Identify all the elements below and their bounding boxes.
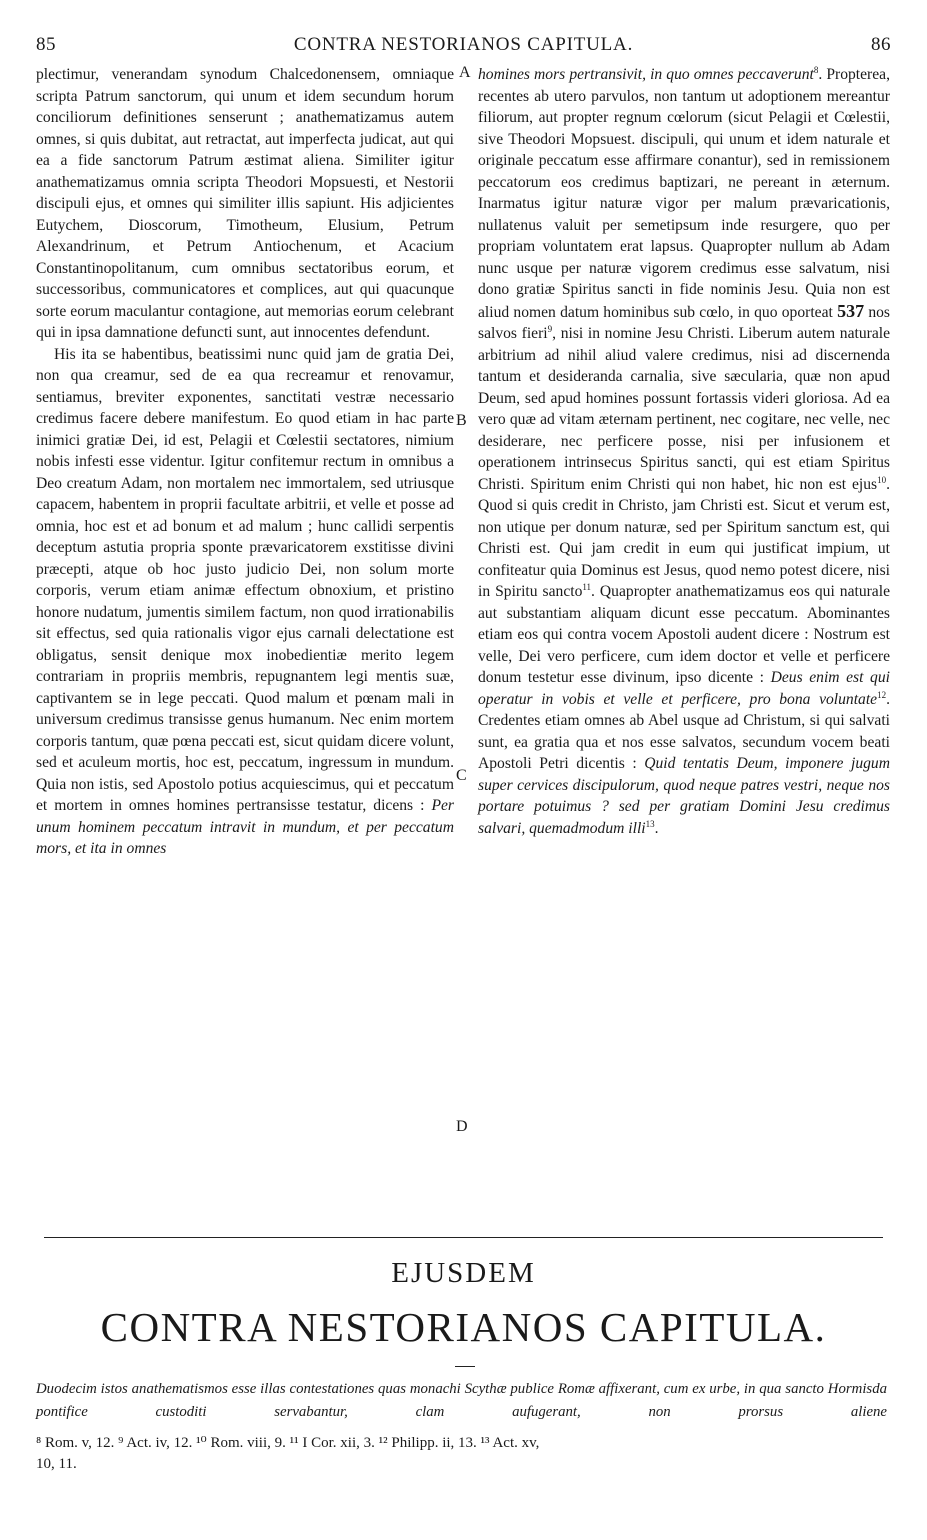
right-paragraph bbox=[478, 64, 890, 839]
left-column bbox=[36, 64, 454, 860]
footnotes-line-1: ⁸ Rom. v, 12. ⁹ Act. iv, 12. ¹⁰ Rom. viii, 9. ¹¹ I Cor. xii, 3. ¹² Philipp. ii, 13. ¹³ Act. xv, bbox=[36, 1435, 540, 1451]
section-title: CONTRA NESTORIANOS CAPITULA. bbox=[100, 1304, 827, 1350]
right-quote-1: homines mors pertransivit, in quo omnes peccaverunt bbox=[478, 66, 814, 83]
footnote-ref-13: 13 bbox=[645, 818, 655, 829]
right-text-3: , nisi in nomine Jesu Christi. Liberum autem naturale arbitrium ad nihil aliud valere credimus, nisi ad discernenda tantum et desideranda carnalia, sive sæcularia, quæ non apud Deum, sed apud homines possunt fortassis videri gloriosa. Ad ea vero quæ ad vitam æternam pertinent, nec cogitare, nec velle, nec desiderare, nec perficere posse, nisi per infusionem et operationem intrinsecus Spiritus sancti, qui est etiam Spiritus Christi. Spiritum enim Christi qui non habet, hic non est ejus bbox=[478, 325, 890, 493]
page-number-left: 85 bbox=[36, 34, 56, 55]
margin-letter-a: A bbox=[459, 64, 471, 81]
footnote-ref-9: 9 bbox=[547, 323, 553, 334]
right-text-1: . Propterea, recentes ab utero parvulos, non tantum ut adoptionem mereantur filiorum, aut propter regnum cœlorum (sicut Pelagii et Cœlestii, sive Theodori Mopsuest. discipuli, qui unum et idem naturale et originale peccatum esse affirmare conantur), sed in remissionem peccatorum eos credimus baptizari, ne pereant in æternum. Inarmatus igitur naturæ vigor per malum prævaricationis, nullatenus valuit per semetipsum inde resurgere, quo per propriam voluntatem erat lapsus. Quapropter nullum ab Adam nunc usque per naturæ vigorem credimus esse salvatum, nisi dono gratiæ Spiritus sancti in fide nominis Jesu. Quia non est aliud nomen datum hominibus sub cœlo, in quo oporteat bbox=[478, 66, 890, 321]
column-number: 537 bbox=[837, 300, 865, 321]
running-title: CONTRA NESTORIANOS CAPITULA. bbox=[293, 34, 634, 55]
margin-letter-d: D bbox=[456, 1118, 468, 1135]
right-quote-3: Quid tentatis Deum, imponere jugum super cervices discipulorum, quod neque patres vestri, neque nos portare potuimus ? sed per gratiam Domini Jesu credimus salvari, quemadmodum illi bbox=[478, 755, 890, 837]
right-text-6: . Credentes etiam omnes ab Abel usque ad Christum, si qui salvati sunt, ea gratia qua et nos esse salvatos, secundum vocem beati Apostoli Petri dicentis : bbox=[478, 690, 890, 772]
left-paragraph-2-text: His ita se habentibus, beatissimi nunc quid jam de gratia Dei, non qua creamur, sed de ea qua recreamur et renovamur, sentiamus, breviter exponentes, sanctitati vestræ necessario credimus facere debere manifestum. Eo quod etiam in hac parte inimici gratiæ Dei, id est, Pelagii et Cœlestii sectatores, nimium nobis infesti esse videntur. Igitur confitemur rectum in omnibus a Deo creatum Adam, non mortalem nec immortalem, sed utriusque capacem, habentem in proprii facultate arbitrii, et velle et posse ad omnia, hoc est et ad bonum et ad malum ; hunc callidi serpentis deceptum astutia propria sponte prævaricatorem exstitisse divini præcepti, atque ob hoc justo judicio Dei, non solum morte corporis, verum etiam animæ effectum obnoxium, et pristino honore nudatum, jumentis similem factum, non quod irrationabilis sit effectus, sed quia rationalis vigor ejus carnali delectatione est obligatus, sensit denique mox inobedientiæ merito legem contrariam in propriis membris, repugnantem legi mentis suæ, captivantem se in lege peccati. Quod malum et pœnam mali in universum credimus transisse genus humanum. Nec enim mortem corporis tantum, quæ pœna peccati est, sicut quidam dicere volunt, sed et aculeum mortis, hoc est, peccatum, ingressum in mundum. Quia non istis, sed Apostolo potius acquiescimus, qui et peccatum et mortem in omnes homines pertransisse testatur, dicens : bbox=[36, 345, 454, 814]
right-text-2: nos salvos fieri bbox=[478, 303, 890, 342]
section-kicker: EJUSDEM bbox=[391, 1257, 536, 1289]
footnotes bbox=[36, 1433, 887, 1475]
section-divider bbox=[44, 1237, 883, 1238]
left-paragraph-2-quote: Per unum hominem peccatum intravit in mundum, et per peccatum mors, et ita in omnes bbox=[36, 797, 454, 857]
title-rule bbox=[455, 1366, 475, 1367]
margin-letter-b: B bbox=[456, 412, 467, 429]
footnote-ref-10: 10 bbox=[877, 474, 887, 485]
right-text-5: . Quapropter anathematizamus eos qui naturale aut substantiam aliquam dicunt esse peccatum. Abominantes etiam eos qui contra vocem Apostoli audent dicere : Nostrum est velle, Dei vero perficere, cum idem doctor et velle et perficere donum testetur esse divinum, ipso dicente : bbox=[478, 583, 890, 686]
right-quote-2: Deus enim est qui operatur in vobis et velle et perficere, pro bona voluntate bbox=[478, 669, 890, 708]
left-paragraph-2 bbox=[36, 344, 454, 860]
margin-letter-c: C bbox=[456, 767, 467, 784]
footnote-ref-8: 8 bbox=[813, 64, 819, 75]
left-paragraph-1: plectimur, venerandam synodum Chalcedonensem, omniaque scripta Patrum sanctorum, qui unum et idem secundum horum conciliorum definitiones senserunt ; anathematizamus autem omnes, si quis dubitat, aut retractat, aut imperfecta judicat, aut qui ea a fide sanctorum Patrum æstimat aliena. Similiter igitur anathematizamus omnia scripta Theodori Mopsuesti, et Nestorii discipuli ejus, et omnes qui similiter illis sapiunt. His adjicientes Eutychem, Dioscorum, Timotheum, Elusium, Petrum Alexandrinum, et Petrum Antiochenum, et Acacium Constantinopolitanum, cum omnibus sectatoribus eorum, et successoribus, communicatores et complices, aut qui quacunque sorte eorum maculantur contagione, aut memorias eorum celebrant qui in ipsa damnatione defuncti sunt, aut innocentes defendunt. bbox=[36, 66, 454, 341]
intro-text: Duodecim istos anathematismos esse illas contestationes quas monachi Scythæ publice Romæ affixerant, cum ex urbe, in qua sancto Hormisda pontifice custoditi servabantur, clam aufugerant, non prorsus aliene bbox=[36, 1381, 887, 1420]
right-column bbox=[478, 64, 890, 839]
footnotes-line-2: 10, 11. bbox=[36, 1456, 77, 1472]
footnote-ref-11: 11 bbox=[582, 581, 592, 592]
running-header bbox=[36, 34, 891, 60]
footnote-ref-12: 12 bbox=[877, 689, 887, 700]
right-text-4: . Quod si quis credit in Christo, jam Christi est. Sicut et verum est, non utique per donum naturæ, sed per Spiritum sanctum est, qui Christi est. Qui jam credit in eum qui justificat impium, ut confiteatur quia Dominus est Jesus, quod nemo potest dicere, nisi in Spiritu sancto bbox=[478, 475, 890, 600]
intro-note bbox=[36, 1378, 887, 1424]
page-number-right: 86 bbox=[871, 34, 891, 55]
right-text-end: . bbox=[654, 819, 659, 837]
